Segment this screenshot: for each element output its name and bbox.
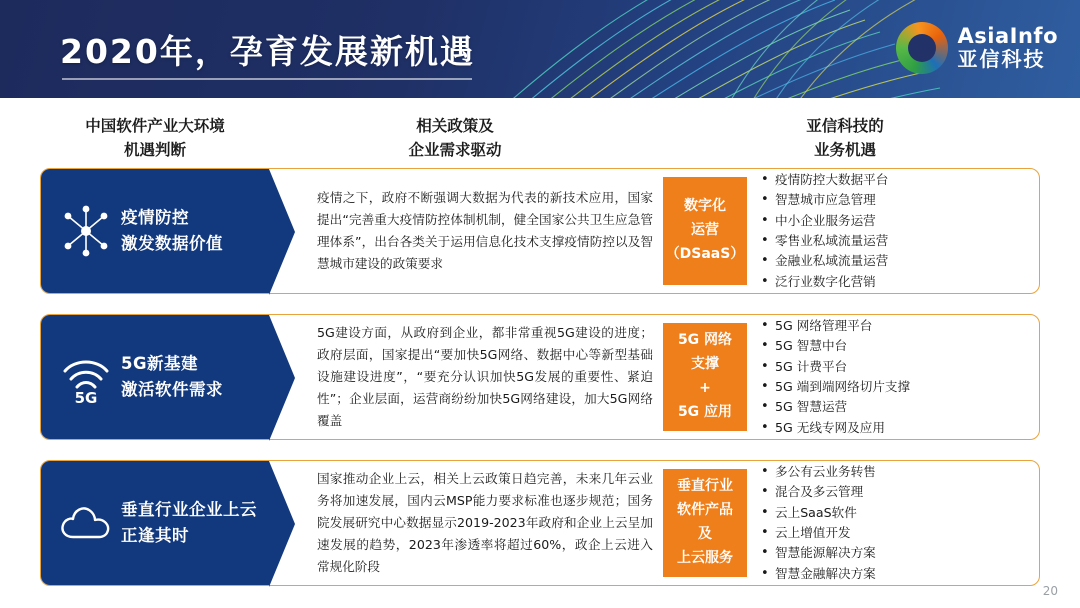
list-item: • 中小企业服务运营 (759, 211, 1033, 231)
column-header-opportunity (690, 114, 1000, 162)
list-item: • 5G 计费平台 (759, 357, 1033, 377)
orange-box-line: + (699, 380, 711, 396)
row-description-text: 疫情之下，政府不断强调大数据为代表的新技术应用，国家提出“完善重大疫情防控体制机制，健全国家公共卫生应急管理体系”，出台各类关于运用信息化技术支撑疫情防控以及智慧城市建设的政策要求 (317, 189, 653, 272)
list-item: • 金融业私域流量运营 (759, 251, 1033, 271)
orange-box-line: （DSaaS） (665, 245, 745, 262)
row-orange-box (663, 323, 747, 431)
row-description-text: 国家推动企业上云，相关上云政策日趋完善，未来几年云业务将加速发展，国内云MSP能力要求标准也逐步规范；国务院发展研究中心数据显示2019-2023年政府和企业上云呈加速发展的趋势，2023年渗透率将超过60%，政企上云进入常规化阶段 (317, 470, 653, 575)
page-number: 20 (1042, 584, 1058, 598)
orange-box-lines (678, 329, 732, 424)
row-label (121, 205, 223, 258)
list-item: • 5G 端到端网络切片支撑 (759, 377, 1033, 397)
row-label (121, 351, 223, 404)
orange-box-lines (666, 195, 745, 266)
network-nodes-icon (55, 200, 117, 262)
wifi-5g-icon (55, 346, 117, 408)
content-row (40, 314, 1040, 440)
row-description (309, 315, 657, 439)
orange-box-line: 5G 网络 (677, 332, 733, 349)
row-label-line1: 垂直行业企业上云 (121, 499, 257, 519)
row-description-text: 5G建设方面，从政府到企业，都非常重视5G建设的进度；政府层面，国家提出“要加快5G网络、数据中心等新型基础设施建设进度”，“要充分认识加快5G发展的重要性、紧迫性”；企业层面，运营商纷纷加快5G网络建设，加大5G网络覆盖 (317, 324, 653, 429)
orange-box-line: 支撑 (690, 356, 719, 373)
column-header-policy (300, 114, 610, 162)
asiainfo-logo-mark-icon (896, 22, 948, 74)
row-orange-box (663, 177, 747, 285)
list-item: • 智慧能源解决方案 (759, 543, 1033, 563)
row-arrow-block (41, 169, 269, 293)
row-arrow-block (41, 315, 269, 439)
list-item: • 5G 网络管理平台 (759, 316, 1033, 336)
column-header-line2: 机遇判断 (123, 141, 186, 160)
column-header-environment (40, 114, 270, 162)
row-bullet-list (759, 461, 1033, 585)
list-item: • 零售业私域流量运营 (759, 231, 1033, 251)
logo-text-en: AsiaInfo (957, 24, 1058, 49)
list-item: • 智慧城市应急管理 (759, 190, 1033, 210)
cloud-icon (55, 492, 117, 554)
orange-box-line: 上云服务 (677, 549, 733, 566)
row-label-line2: 激活软件需求 (121, 380, 223, 399)
asiainfo-logo (896, 22, 1058, 74)
list-item: • 泛行业数字化营销 (759, 272, 1033, 292)
title-underline (62, 78, 472, 80)
row-arrow-tip (269, 315, 295, 441)
orange-box-line: 运营 (691, 222, 719, 239)
column-header-line2: 业务机遇 (813, 141, 876, 160)
list-item: • 疫情防控大数据平台 (759, 170, 1033, 190)
svg-text:5G: 5G (74, 389, 98, 405)
orange-box-line: 软件产品 (677, 502, 733, 519)
row-label (121, 497, 257, 550)
orange-box-line: 及 (698, 526, 712, 542)
content-row (40, 460, 1040, 586)
row-arrow-tip (269, 169, 295, 295)
list-item: • 多公有云业务转售 (759, 462, 1033, 482)
orange-box-lines (677, 475, 733, 570)
list-item: • 5G 智慧中台 (759, 336, 1033, 356)
column-header-line1: 亚信科技的 (806, 117, 884, 135)
logo-text-cn: 亚信科技 (957, 46, 1046, 71)
row-arrow-tip (269, 461, 295, 587)
list-item: • 5G 智慧运营 (759, 397, 1033, 417)
column-header-line2: 企业需求驱动 (408, 141, 502, 160)
list-item: • 5G 无线专网及应用 (759, 418, 1033, 438)
list-item: • 混合及多云管理 (759, 482, 1033, 502)
list-item: • 云上SaaS软件 (759, 503, 1033, 523)
column-header-line1: 相关政策及 (416, 117, 494, 135)
decorative-swirl-graphic (400, 0, 960, 98)
row-description (309, 169, 657, 293)
row-arrow-block (41, 461, 269, 585)
row-label-line2: 激发数据价值 (121, 234, 223, 253)
row-label-line1: 5G新基建 (121, 353, 199, 373)
row-orange-box (663, 469, 747, 577)
page-title: 2020年，孕育发展新机遇 (60, 32, 475, 71)
row-label-line2: 正逢其时 (121, 526, 189, 545)
orange-box-line: 5G 应用 (677, 403, 733, 420)
row-label-line1: 疫情防控 (121, 207, 189, 227)
orange-box-line: 数字化 (684, 198, 726, 215)
orange-box-line: 垂直行业 (677, 478, 733, 495)
slide-header (0, 0, 1080, 98)
row-bullet-list (759, 315, 1033, 439)
row-bullet-list (759, 169, 1033, 293)
content-row (40, 168, 1040, 294)
row-description (309, 461, 657, 585)
list-item: • 智慧金融解决方案 (759, 564, 1033, 584)
column-header-line1: 中国软件产业大环境 (85, 117, 225, 135)
list-item: • 云上增值开发 (759, 523, 1033, 543)
logo-texts (958, 25, 1058, 70)
